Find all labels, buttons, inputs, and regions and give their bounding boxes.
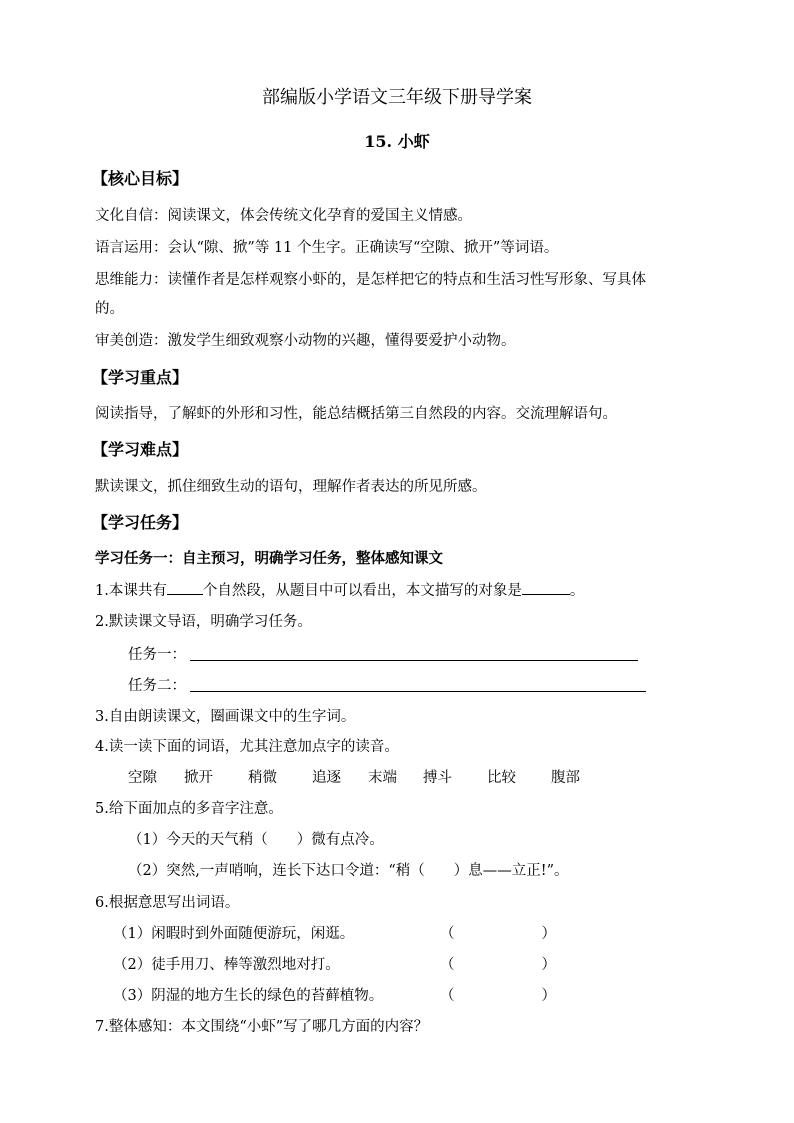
q2-task1-answer-line[interactable] [190, 660, 638, 661]
q5-item: （2）突然,一声哨响，连长下达口令道：“稍（ ）息——立正!”。 [128, 863, 569, 879]
q1-part3: 。 [569, 583, 585, 599]
section-tasks: 【学习任务】 [92, 513, 189, 532]
q1-part1: 1.本课共有 [95, 583, 167, 599]
q1-part2: 个自然段，从题目中可以看出，本文描写的对象是 [202, 583, 522, 599]
goal-culture: 文化自信：阅读课文，体会传统文化孕育的爱国主义情感。 [95, 208, 472, 224]
q1-blank-count[interactable] [167, 580, 203, 595]
word-item: 腹部 [551, 770, 580, 786]
word-item: 掀开 [184, 770, 213, 786]
q2-task1-label: 任务一： [128, 647, 186, 663]
question-2: 2.默读课文导语，明确学习任务。 [95, 614, 312, 630]
word-item: 比较 [487, 770, 516, 786]
q5-item: （1）今天的天气稍（ ）微有点冷。 [128, 832, 384, 848]
question-7: 7.整体感知：本文围绕“小虾”写了哪几方面的内容？ [95, 1019, 429, 1035]
q6-item: （1）闲暇时到外面随便游玩，闲逛。 [113, 926, 355, 942]
goal-thinking: 思维能力：读懂作者是怎样观察小虾的，是怎样把它的特点和生活习性写形象、写具体 [95, 272, 646, 288]
section-core-goals: 【核心目标】 [92, 169, 189, 188]
word-item: 追逐 [312, 770, 341, 786]
q1-blank-object[interactable] [522, 580, 570, 595]
q6-item: （3）阴湿的地方生长的绿色的苔藓植物。 [113, 988, 384, 1004]
question-5: 5.给下面加点的多音字注意。 [95, 801, 283, 817]
q6-answer-box[interactable]: （ ） [440, 988, 556, 1004]
goal-aesthetic: 审美创造：激发学生细致观察小动物的兴趣，懂得要爱护小动物。 [95, 333, 516, 349]
question-6: 6.根据意思写出词语。 [95, 895, 240, 911]
q2-task2-answer-line[interactable] [190, 691, 646, 692]
lesson-title: 15. 小虾 [364, 132, 430, 151]
task1-title: 学习任务一：自主预习，明确学习任务，整体感知课文 [95, 550, 443, 567]
question-1 [95, 580, 584, 601]
question-4: 4.读一读下面的词语，尤其注意加点字的读音。 [95, 739, 399, 755]
word-item: 空隙 [128, 770, 157, 786]
section-focus: 【学习重点】 [92, 368, 189, 387]
word-item: 末端 [368, 770, 397, 786]
question-3: 3.自由朗读课文，圈画课文中的生字词。 [95, 709, 356, 725]
word-item: 稍微 [248, 770, 277, 786]
word-item: 搏斗 [423, 770, 452, 786]
goal-language: 语言运用：会认“隙、掀”等 11 个生字。正确读写“空隙、掀开”等词语。 [95, 240, 559, 256]
goal-thinking-cont: 的。 [95, 301, 124, 317]
difficulty-text: 默读课文，抓住细致生动的语句，理解作者表达的所见所感。 [95, 479, 487, 495]
section-difficulty: 【学习难点】 [92, 440, 189, 459]
q6-item: （2）徒手用刀、棒等激烈地对打。 [113, 957, 340, 973]
q6-answer-box[interactable]: （ ） [440, 926, 556, 942]
q2-task2-label: 任务二： [128, 678, 186, 694]
focus-text: 阅读指导，了解虾的外形和习性，能总结概括第三自然段的内容。交流理解语句。 [95, 406, 617, 422]
q6-answer-box[interactable]: （ ） [440, 957, 556, 973]
document-title: 部编版小学语文三年级下册导学案 [262, 87, 532, 108]
